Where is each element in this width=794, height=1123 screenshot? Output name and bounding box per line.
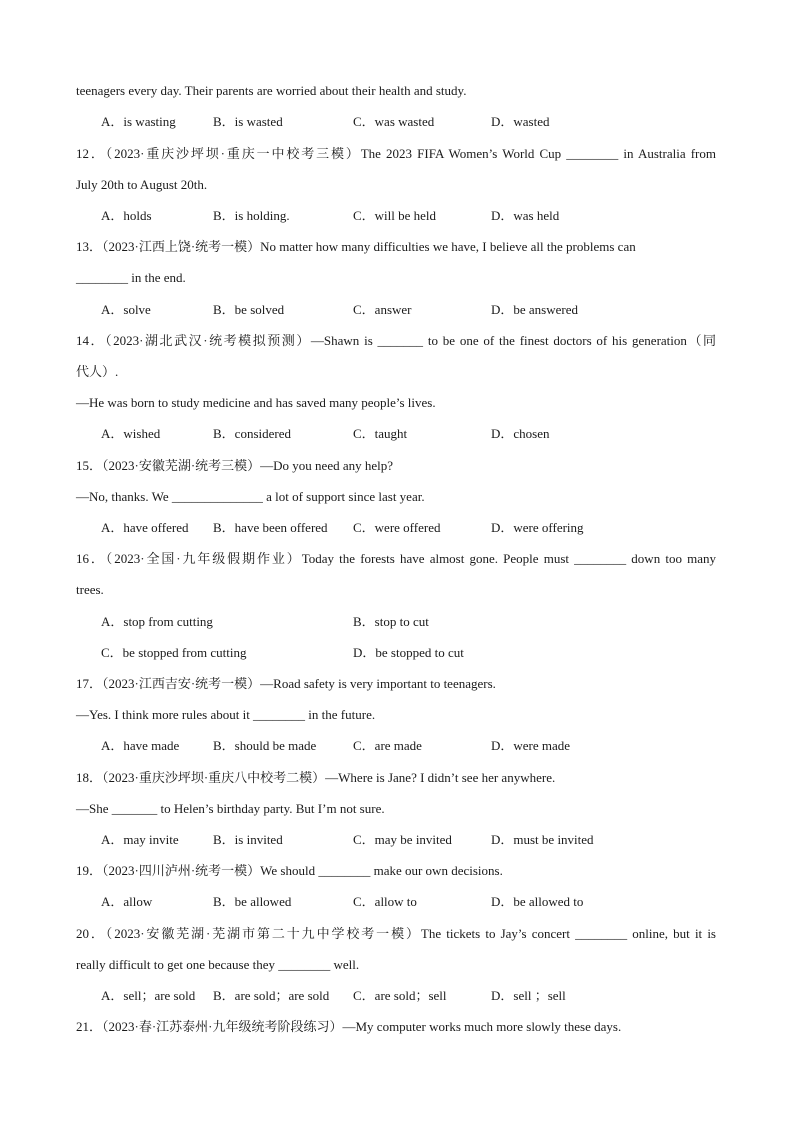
q16-option-d: D．be stopped to cut <box>353 645 464 660</box>
q20-option-a: A．sell；are sold <box>101 988 196 1003</box>
q18-stem-line-2: —She _______ to Helen’s birthday party. But I’m not sure. <box>76 801 385 816</box>
q18-option-a: A．may invite <box>101 832 179 847</box>
q12-stem-line-1: 12．（2023·重庆沙坪坝·重庆一中校考三模）The 2023 FIFA Women’s World Cup ________ in Australia from <box>76 146 716 161</box>
q12-option-c: C．will be held <box>353 208 437 223</box>
q20-option-c: C．are sold；sell <box>353 988 447 1003</box>
q13-option-a: A．solve <box>101 302 151 317</box>
q20-option-d: D．sell ；sell <box>491 988 566 1003</box>
q11-option-c: C．was wasted <box>353 114 435 129</box>
q12-option-b: B．is holding. <box>213 208 290 223</box>
q13-stem-line-2: ________ in the end. <box>76 270 186 285</box>
q14-option-a: A．wished <box>101 426 161 441</box>
q19-option-c: C．allow to <box>353 894 417 909</box>
q12-stem-line-2: July 20th to August 20th. <box>76 177 208 192</box>
q16-stem-line-1: 16．（2023·全国·九年级假期作业）Today the forests have almost gone. People must ________ down too many <box>76 551 716 566</box>
q14-option-b: B．considered <box>213 426 291 441</box>
q17-option-b: B．should be made <box>213 738 317 753</box>
q13-stem-line-1: 13．（2023·江西上饶·统考一模）No matter how many difficulties we have, I believe all the problems can <box>76 239 636 254</box>
q19-option-b: B．be allowed <box>213 894 292 909</box>
intro-line: teenagers every day. Their parents are worried about their health and study. <box>76 83 467 98</box>
q17-stem-line-1: 17．（2023·江西吉安·统考一模）—Road safety is very important to teenagers. <box>76 676 496 691</box>
q15-stem-line-2: —No, thanks. We ______________ a lot of support since last year. <box>76 489 425 504</box>
q21-stem-line-1: 21．（2023·春·江苏泰州·九年级统考阶段练习）—My computer works much more slowly these days. <box>76 1019 622 1034</box>
q20-option-b: B．are sold；are sold <box>213 988 330 1003</box>
q13-option-d: D．be answered <box>491 302 578 317</box>
q13-option-b: B．be solved <box>213 302 285 317</box>
q16-option-c: C．be stopped from cutting <box>101 645 247 660</box>
q14-stem-line-1: 14．（2023·湖北武汉·统考模拟预测）—Shawn is _______ to be one of the finest doctors of his generation（同 <box>76 333 716 348</box>
q18-option-b: B．is invited <box>213 832 283 847</box>
q20-stem-line-2: really difficult to get one because they ________ well. <box>76 957 360 972</box>
q11-option-b: B．is wasted <box>213 114 283 129</box>
q17-stem-line-2: —Yes. I think more rules about it ________ in the future. <box>76 707 376 722</box>
q19-stem-line-1: 19．（2023·四川泸州·统考一模）We should ________ make our own decisions. <box>76 863 503 878</box>
q14-stem-line-3: —He was born to study medicine and has saved many people’s lives. <box>76 395 436 410</box>
q19-option-d: D．be allowed to <box>491 894 584 909</box>
q15-option-c: C．were offered <box>353 520 441 535</box>
q11-option-a: A．is wasting <box>101 114 176 129</box>
q15-option-a: A．have offered <box>101 520 189 535</box>
q14-option-c: C．taught <box>353 426 408 441</box>
q14-option-d: D．chosen <box>491 426 550 441</box>
q12-option-d: D．was held <box>491 208 560 223</box>
q20-stem-line-1: 20．（2023·安徽芜湖·芜湖市第二十九中学校考一模）The tickets to Jay’s concert ________ online, but it is <box>76 926 716 941</box>
q14-stem-line-2: 代人）. <box>76 364 119 379</box>
q12-option-a: A．holds <box>101 208 152 223</box>
q13-option-c: C．answer <box>353 302 412 317</box>
q15-stem-line-1: 15．（2023·安徽芜湖·统考三模）—Do you need any help? <box>76 458 394 473</box>
q15-option-b: B．have been offered <box>213 520 328 535</box>
q17-option-c: C．are made <box>353 738 422 753</box>
q18-option-d: D．must be invited <box>491 832 594 847</box>
q16-stem-line-2: trees. <box>76 582 104 597</box>
q17-option-d: D．were made <box>491 738 571 753</box>
q16-option-b: B．stop to cut <box>353 614 429 629</box>
q18-stem-line-1: 18．（2023·重庆沙坪坝·重庆八中校考二模）—Where is Jane? I didn’t see her anywhere. <box>76 770 556 785</box>
q17-option-a: A．have made <box>101 738 180 753</box>
q16-option-a: A．stop from cutting <box>101 614 213 629</box>
q19-option-a: A．allow <box>101 894 153 909</box>
q18-option-c: C．may be invited <box>353 832 452 847</box>
q15-option-d: D．were offering <box>491 520 584 535</box>
q11-option-d: D．wasted <box>491 114 550 129</box>
